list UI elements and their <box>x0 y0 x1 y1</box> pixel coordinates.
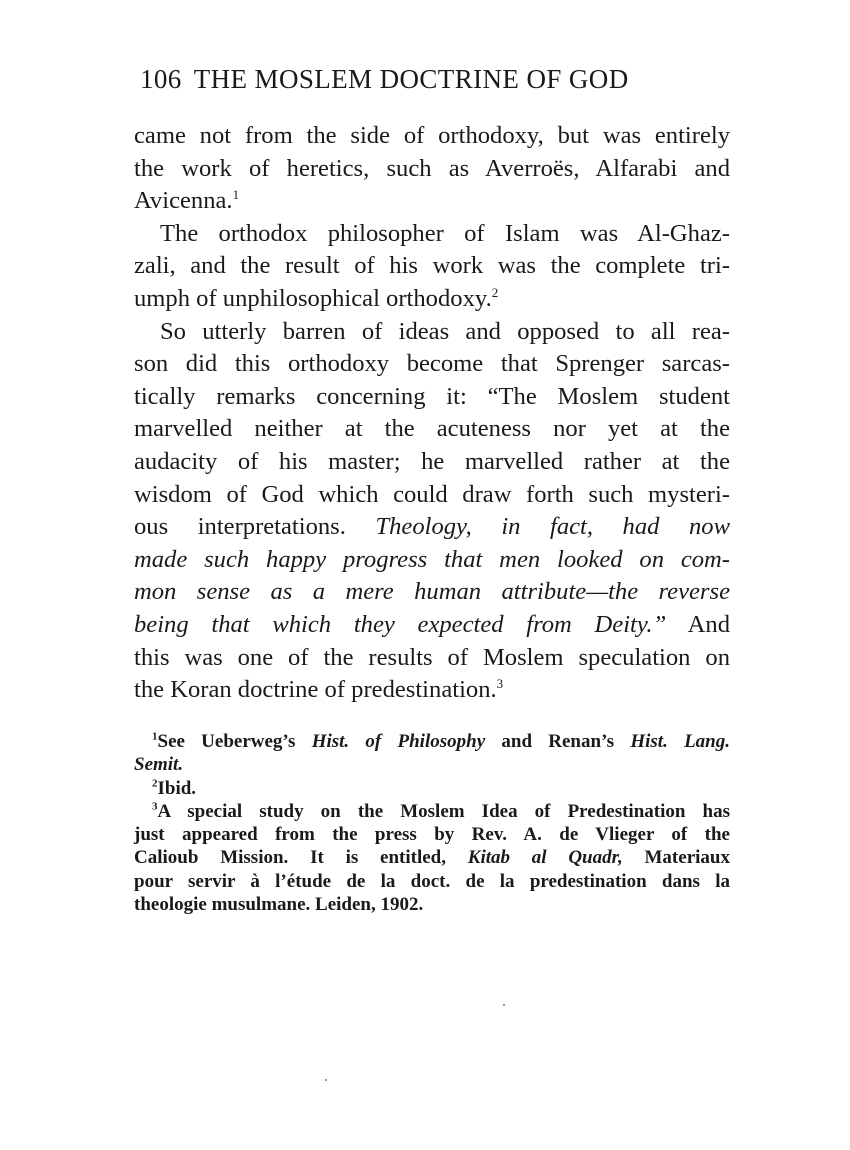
footnote-3-line <box>134 846 730 869</box>
footnote-1-continued <box>134 753 730 776</box>
text-line <box>134 576 730 609</box>
italic-quote: being that which they expected from Deity.” <box>134 610 667 638</box>
text-span: See Ueberweg’s <box>157 731 312 752</box>
text-line: came not from the side of orthodoxy, but was entirely <box>134 122 730 149</box>
book-title: Semit. <box>134 754 184 776</box>
text-span: Ibid. <box>157 777 197 799</box>
paper-speck <box>503 1004 505 1006</box>
italic-quote: mon sense as a mere human attribute—the reverse <box>134 578 730 606</box>
page-number: 106 <box>140 64 182 94</box>
text-line: wisdom of God which could draw forth such mysteri- <box>134 480 730 508</box>
text-span: umph of unphilosophical orthodoxy. <box>134 284 492 312</box>
text-line: audacity of his master; he marvelled rather at the <box>134 447 730 475</box>
text-line: the work of heretics, such as Averroës, Alfarabi and <box>134 154 730 182</box>
footnote-3-line: pour servir à l’étude de la doct. de la predestination dans la <box>134 870 730 892</box>
footnote-3 <box>134 800 730 823</box>
running-title: THE MOSLEM DOCTRINE OF GOD <box>193 64 629 94</box>
text-line: So utterly barren of ideas and opposed to all rea- <box>160 317 730 345</box>
text-line: this was one of the results of Moslem speculation on <box>134 643 730 671</box>
text-line <box>134 609 730 642</box>
text-line <box>134 544 730 577</box>
text-span: ous interpretations. <box>134 513 346 541</box>
book-title: Kitab al Quadr, <box>467 847 623 869</box>
footnote-reference: 1 <box>232 187 240 202</box>
text-line: The orthodox philosopher of Islam was Al-Ghaz- <box>160 219 730 247</box>
footnote-marker: 1 <box>152 730 158 743</box>
book-title: Hist. Lang. <box>630 731 730 752</box>
footnote-1 <box>134 730 730 753</box>
text-span: and Renan’s <box>485 731 631 752</box>
body-text <box>134 120 730 707</box>
text-span: Avicenna. <box>134 187 233 215</box>
text-line: zali, and the result of his work was the complete tri- <box>134 252 730 280</box>
text-line: marvelled neither at the acuteness nor yet at the <box>134 415 730 443</box>
footnote-reference: 3 <box>496 675 504 691</box>
text-line: tically remarks concerning it: “The Moslem student <box>134 382 730 410</box>
text-span: Materiaux <box>622 847 730 869</box>
italic-quote: Theology, in fact, had now <box>375 513 730 541</box>
footnote-reference: 2 <box>491 284 499 300</box>
text-line: son did this orthodoxy become that Sprenger sarcas- <box>134 350 730 378</box>
footnotes <box>134 730 730 916</box>
paper-speck <box>325 1079 327 1081</box>
book-title: Hist. of Philosophy <box>311 731 486 752</box>
footnote-3-line: theologie musulmane. Leiden, 1902. <box>134 894 424 916</box>
text-span: A special study on the Moslem Idea of Predestination has <box>157 800 730 822</box>
text-line <box>134 185 730 218</box>
running-head <box>140 64 740 95</box>
text-span: the Koran doctrine of predestination. <box>134 676 497 704</box>
text-span: And <box>687 610 730 638</box>
text-line <box>134 283 730 316</box>
footnote-2 <box>134 777 730 800</box>
footnote-marker: 2 <box>152 777 158 790</box>
italic-quote: made such happy progress that men looked on com- <box>134 545 730 573</box>
footnote-marker: 3 <box>152 800 158 813</box>
footnote-3-line: just appeared from the press by Rev. A. de Vlieger of the <box>134 824 730 846</box>
text-span: Calioub Mission. It is entitled, <box>134 847 468 869</box>
text-line <box>134 674 730 707</box>
text-line <box>134 511 730 544</box>
